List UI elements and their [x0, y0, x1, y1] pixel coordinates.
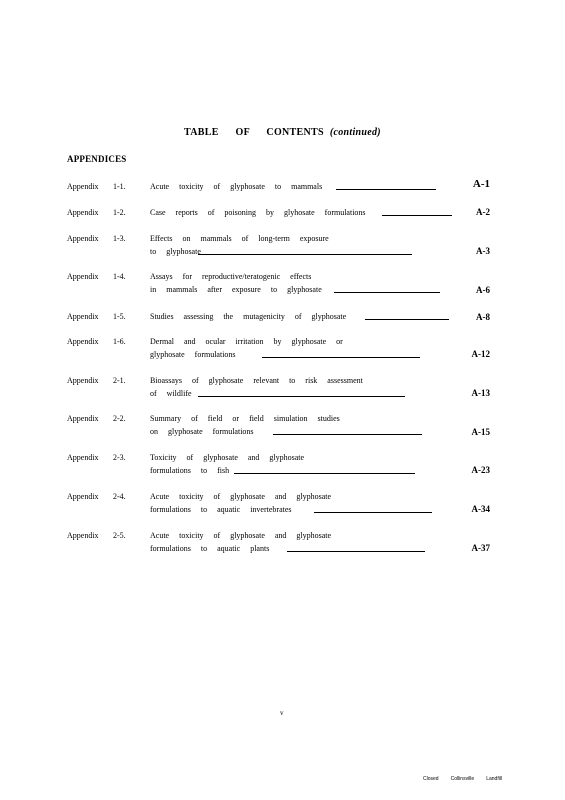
appendix-title-line: formulations to aquatic plants — [150, 544, 270, 553]
appendix-title-line: Acute toxicity of glyphosate and glyphosate — [150, 531, 332, 540]
footer-item: Collinsville — [450, 776, 475, 782]
appendix-title-line: Bioassays of glyphosate relevant to risk assessment — [150, 376, 363, 385]
footer-item: Landfill — [486, 776, 503, 782]
appendix-number: 2-3. — [113, 453, 126, 462]
leader-line — [234, 473, 415, 474]
appendix-title-line: Dermal and ocular irritation by glyphosate or — [150, 337, 343, 346]
footer — [423, 776, 514, 782]
appendix-number: 1-4. — [113, 272, 126, 281]
appendix-label: Appendix — [67, 312, 99, 321]
appendix-title-line: Toxicity of glyphosate and glyphosate — [150, 453, 305, 462]
appendix-number: 1-3. — [113, 234, 126, 243]
appendix-title — [150, 180, 450, 193]
appendix-number: 1-1. — [113, 182, 126, 191]
appendix-title-line: to glyphosate — [150, 247, 201, 256]
leader-line — [262, 357, 420, 358]
page-title — [0, 127, 565, 138]
leader-line — [273, 434, 422, 435]
appendix-title — [150, 310, 450, 323]
appendix-label: Appendix — [67, 414, 99, 423]
appendix-title-line: Case reports of poisoning by glyhosate formulations — [150, 208, 366, 217]
footer-item: Closed — [423, 776, 439, 782]
appendix-title-line: in mammals after exposure to glyphosate — [150, 285, 322, 294]
appendix-title-line: Assays for reproductive/teratogenic effects — [150, 272, 312, 281]
page-reference: A-1 — [472, 178, 490, 190]
appendix-number: 2-2. — [113, 414, 126, 423]
page-reference: A-15 — [471, 427, 490, 437]
appendix-label: Appendix — [67, 492, 99, 501]
title-main: TABLE OF CONTENTS — [184, 127, 324, 138]
leader-line — [334, 292, 440, 293]
page-reference: A-13 — [471, 388, 490, 398]
appendix-title-line: Acute toxicity of glyphosate to mammals — [150, 182, 323, 191]
leader-line — [198, 396, 405, 397]
appendix-number: 1-5. — [113, 312, 126, 321]
leader-line — [198, 254, 412, 255]
appendix-number: 2-4. — [113, 492, 126, 501]
appendix-label: Appendix — [67, 337, 99, 346]
appendix-label: Appendix — [67, 453, 99, 462]
appendix-number: 1-2. — [113, 208, 126, 217]
appendix-title-line: formulations to fish — [150, 466, 230, 475]
page-reference: A-6 — [476, 285, 490, 295]
page-reference: A-12 — [471, 349, 490, 359]
page-reference: A-34 — [471, 504, 490, 514]
appendix-label: Appendix — [67, 272, 99, 281]
appendix-label: Appendix — [67, 234, 99, 243]
section-heading: APPENDICES — [67, 154, 127, 164]
leader-line — [382, 215, 452, 216]
page-reference: A-23 — [471, 465, 490, 475]
appendix-title-line: of wildlife — [150, 389, 192, 398]
leader-line — [336, 189, 436, 190]
page-number: v — [280, 709, 284, 717]
appendix-number: 2-1. — [113, 376, 126, 385]
appendix-label: Appendix — [67, 208, 99, 217]
appendix-title-line: glyphosate formulations — [150, 350, 236, 359]
appendix-label: Appendix — [67, 376, 99, 385]
page-reference: A-8 — [476, 312, 490, 322]
appendix-title-line: on glyphosate formulations — [150, 427, 254, 436]
appendix-title-line: Acute toxicity of glyphosate and glyphosate — [150, 492, 332, 501]
leader-line — [365, 319, 449, 320]
appendix-number: 2-5. — [113, 531, 126, 540]
appendix-number: 1-6. — [113, 337, 126, 346]
leader-line — [314, 512, 432, 513]
appendix-title-line: formulations to aquatic invertebrates — [150, 505, 292, 514]
page-reference: A-3 — [476, 246, 490, 256]
appendix-title — [150, 206, 450, 219]
title-continued: (continued) — [329, 127, 381, 138]
appendix-label: Appendix — [67, 531, 99, 540]
appendix-label: Appendix — [67, 182, 99, 191]
page-reference: A-37 — [471, 543, 490, 553]
appendix-title-line: Summary of field or field simulation studies — [150, 414, 340, 423]
appendix-title-line: Studies assessing the mutagenicity of glyphosate — [150, 312, 347, 321]
leader-line — [287, 551, 425, 552]
page-reference: A-2 — [476, 207, 490, 217]
appendix-title-line: Effects on mammals of long-term exposure — [150, 234, 329, 243]
